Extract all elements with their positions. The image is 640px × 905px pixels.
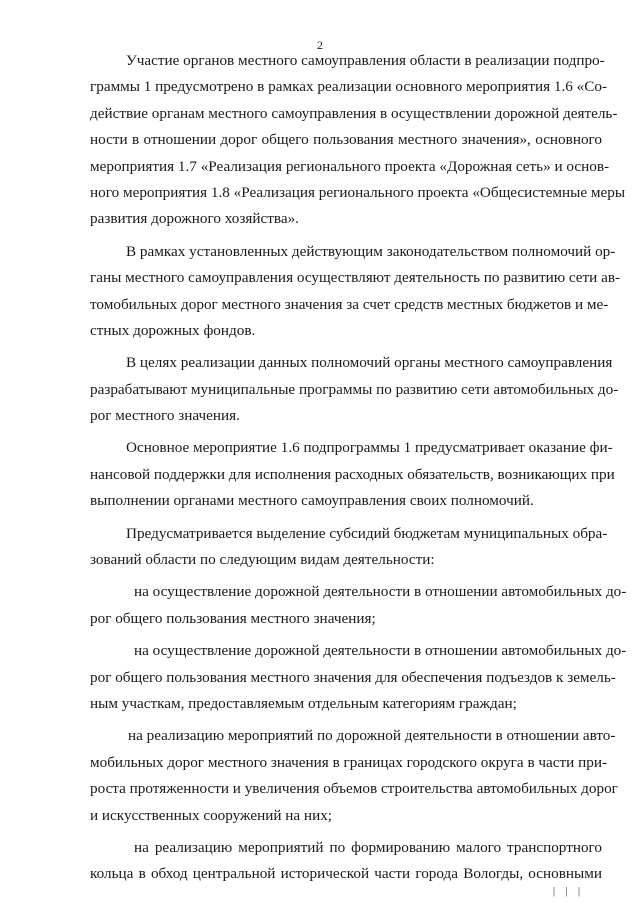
page-number: 2 bbox=[317, 38, 323, 52]
paragraph-main-activity bbox=[90, 435, 615, 514]
paragraph-line: зований области по следующим видам деятельности: bbox=[90, 551, 435, 569]
paragraph-line: нансовой поддержки для исполнения расходных обязательств, возникающих при bbox=[90, 465, 615, 483]
paragraph-line: выполнении органами местного самоуправления своих полномочий. bbox=[90, 492, 534, 510]
paragraph-participation bbox=[90, 48, 626, 233]
paragraph-line: действие органам местного самоуправления в осуществлении дорожной деятель- bbox=[90, 104, 618, 122]
paragraph-line: граммы 1 предусмотрено в рамках реализации основного мероприятия 1.6 «Со- bbox=[90, 78, 608, 96]
paragraph-line: рог общего пользования местного значения для обеспечения подъездов к земель- bbox=[90, 668, 616, 686]
paragraph-powers bbox=[90, 239, 621, 345]
list-item-city-roads bbox=[90, 723, 618, 829]
paragraph-line: В целях реализации данных полномочий органы местного самоуправления bbox=[126, 354, 613, 372]
paragraph-line: стных дорожных фондов. bbox=[90, 321, 256, 339]
paragraph-line: ганы местного самоуправления осуществляют деятельность по развитию сети ав- bbox=[90, 269, 621, 287]
footer-mark: | | | bbox=[552, 886, 584, 897]
document-body bbox=[90, 48, 627, 894]
paragraph-line: ного мероприятия 1.8 «Реализация регионального проекта «Общесистемные меры bbox=[90, 183, 626, 201]
paragraph-line: разрабатывают муниципальные программы по развитию сети автомобильных до- bbox=[90, 380, 619, 398]
paragraph-line: томобильных дорог местного значения за счет средств местных бюджетов и ме- bbox=[90, 295, 609, 313]
paragraph-line: на реализацию мероприятий по формированию малого транспортного bbox=[134, 838, 602, 856]
paragraph-line: мероприятия 1.7 «Реализация регионального проекта «Дорожная сеть» и основ- bbox=[90, 157, 610, 175]
paragraph-line: Основное мероприятие 1.6 подпрограммы 1 предусматривает оказание фи- bbox=[126, 439, 613, 457]
paragraph-line: и искусственных сооружений на них; bbox=[90, 806, 333, 824]
paragraph-line: роста протяженности и увеличения объемов строительства автомобильных дорог bbox=[90, 780, 618, 798]
paragraph-line: Предусматривается выделение субсидий бюджетам муниципальных обра- bbox=[126, 524, 608, 542]
paragraph-line: кольца в обход центральной исторической части города Вологды, основными bbox=[90, 865, 602, 883]
paragraph-line: развития дорожного хозяйства». bbox=[90, 210, 299, 228]
paragraph-line: на реализацию мероприятий по дорожной деятельности в отношении авто- bbox=[128, 727, 616, 745]
list-item-road-activity bbox=[90, 579, 627, 632]
paragraph-line: на осуществление дорожной деятельности в отношении автомобильных до- bbox=[134, 642, 627, 660]
list-item-transport-ring bbox=[90, 835, 602, 888]
paragraph-line: мобильных дорог местного значения в границах городского округа в части при- bbox=[90, 753, 608, 771]
paragraph-line: ности в отношении дорог общего пользования местного значения», основного bbox=[90, 131, 602, 149]
paragraph-programs bbox=[90, 350, 619, 429]
paragraph-line: рог местного значения. bbox=[90, 407, 240, 425]
paragraph-subsidies bbox=[90, 521, 608, 574]
paragraph-line: на осуществление дорожной деятельности в отношении автомобильных до- bbox=[134, 583, 627, 601]
paragraph-line: Участие органов местного самоуправления области в реализации подпро- bbox=[126, 52, 605, 69]
paragraph-line: В рамках установленных действующим законодательством полномочий ор- bbox=[126, 242, 616, 260]
paragraph-line: рог общего пользования местного значения; bbox=[90, 609, 376, 627]
paragraph-line: ным участкам, предоставляемым отдельным категориям граждан; bbox=[90, 694, 517, 712]
list-item-land-access bbox=[90, 638, 627, 717]
